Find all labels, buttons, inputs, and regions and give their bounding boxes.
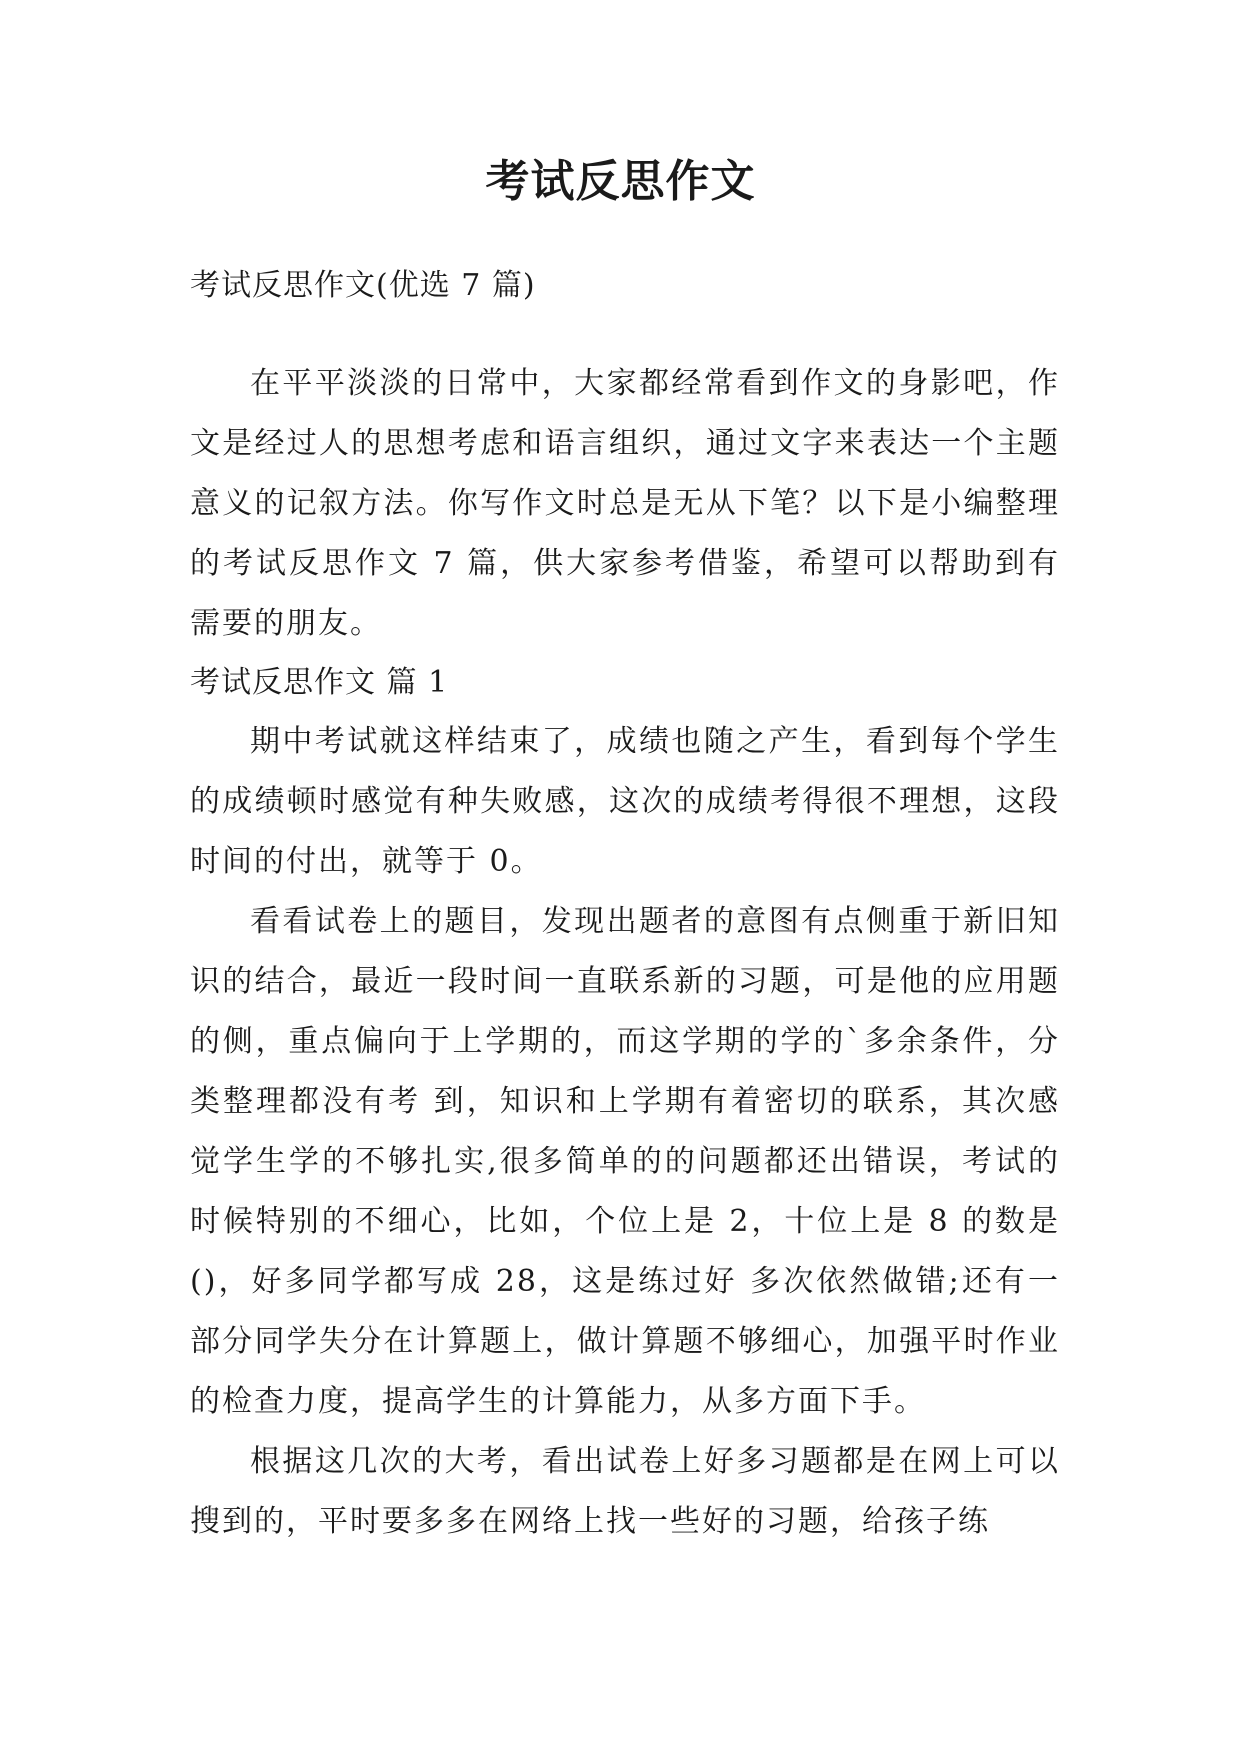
document-subtitle: 考试反思作文(优选 7 篇) [190,268,536,303]
body-paragraph-2: 看看试卷上的题目，发现出题者的意图有点侧重于新旧知识的结合，最近一段时间一直联系新的习题，可是他的应用题的侧，重点偏向于上学期的，而这学期的学的`多余条件，分类整理都没有考 到，知识和上学期有着密切的联系，其次感觉学生学的不够扎实,很多简单的的问题都还出错误，考试的时候特别的不细心，比如，个位上是 2，十位上是 8 的数是()，好多同学都写成 28，这是练过好 多次依然做错;还有一部分同学失分在计算题上，做计算题不够细心，加强平时作业的检查力度，提高学生的计算能力，从多方面下手。 [190,904,1060,1419]
document-body [190,260,1060,1552]
document-title: 考试反思作文 [485,156,756,207]
body-paragraph-1: 期中考试就这样结束了，成绩也随之产生，看到每个学生的成绩顿时感觉有种失败感，这次的成绩考得很不理想，这段时间的付出，就等于 0。 [190,724,1060,879]
section-heading: 考试反思作文 篇 1 [190,665,449,700]
body-paragraph-3: 根据这几次的大考，看出试卷上好多习题都是在网上可以搜到的，平时要多多在网络上找一些好的习题，给孩子练 [190,1444,1060,1539]
intro-paragraph: 在平平淡淡的日常中，大家都经常看到作文的身影吧，作文是经过人的思想考虑和语言组织，通过文字来表达一个主题意义的记叙方法。你写作文时总是无从下笔？以下是小编整理的考试反思作文 7 篇，供大家参考借鉴，希望可以帮助到有需要的朋友。 [190,366,1060,641]
spacer [190,312,1060,354]
